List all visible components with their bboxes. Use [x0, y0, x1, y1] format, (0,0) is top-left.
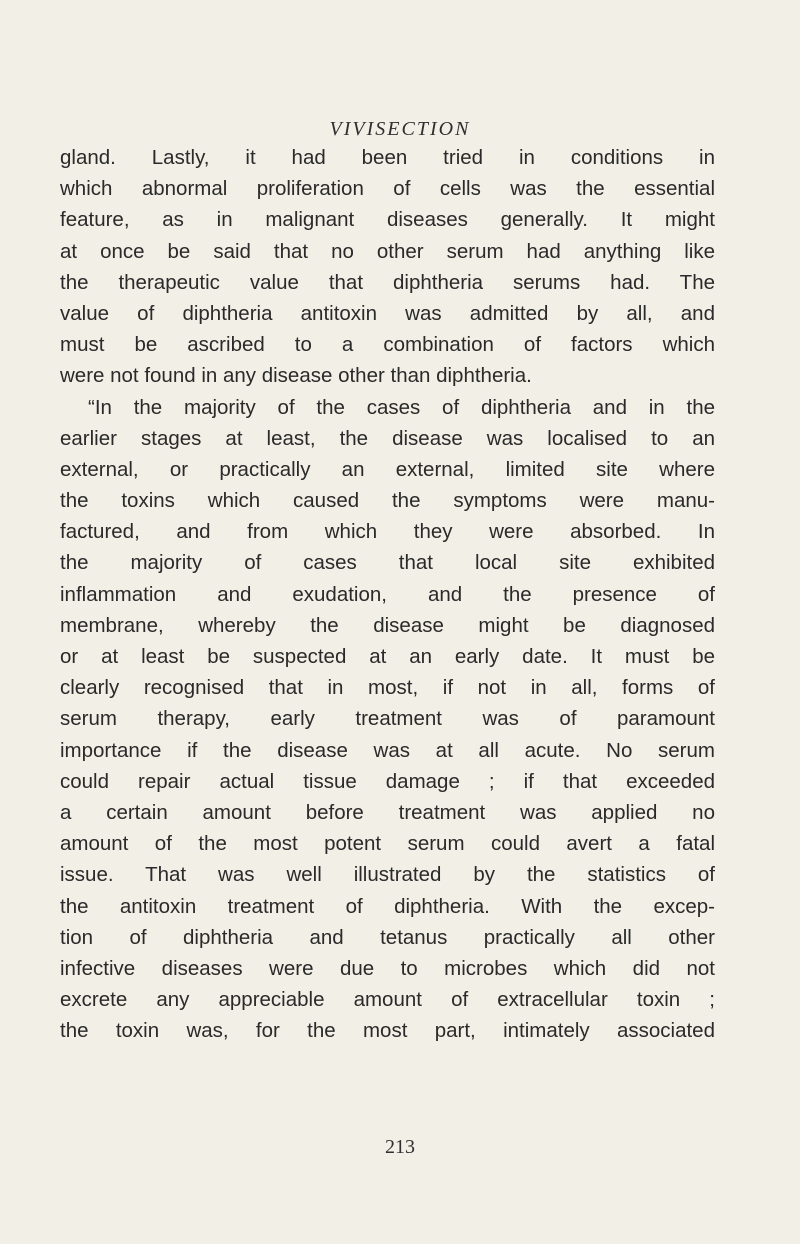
- text-line: issue. That was well illustrated by the statistics of: [60, 863, 715, 887]
- text-line: the antitoxin treatment of diphtheria. With the excep-: [60, 894, 715, 918]
- text-line: inflammation and exudation, and the presence of: [60, 582, 715, 606]
- running-head: VIVISECTION: [329, 118, 471, 140]
- text-line: membrane, whereby the disease might be diagnosed: [60, 613, 715, 637]
- text-line: gland. Lastly, it had been tried in conditions in: [60, 146, 715, 169]
- text-line: clearly recognised that in most, if not in all, forms of: [60, 676, 715, 700]
- text-line: could repair actual tissue damage ; if that exceeded: [60, 769, 715, 793]
- body-text: [60, 142, 715, 1046]
- text-line: factured, and from which they were absorbed. In: [60, 520, 715, 544]
- text-line: or at least be suspected at an early date. It must be: [60, 645, 715, 668]
- text-line: “In the majority of the cases of diphtheria and in the: [88, 395, 715, 419]
- text-line: value of diphtheria antitoxin was admitted by all, and: [60, 301, 715, 325]
- text-line: serum therapy, early treatment was of paramount: [60, 707, 715, 731]
- text-line: earlier stages at least, the disease was localised to an: [60, 426, 715, 450]
- text-line: which abnormal proliferation of cells was the essential: [60, 177, 715, 201]
- text-line: tion of diphtheria and tetanus practically all other: [60, 925, 715, 949]
- text-line: feature, as in malignant diseases generally. It might: [60, 208, 715, 232]
- text-line: infective diseases were due to microbes which did not: [60, 956, 715, 980]
- page-number: 213: [385, 1136, 415, 1158]
- text-line: at once be said that no other serum had anything like: [60, 239, 715, 263]
- text-line: the toxin was, for the most part, intimately associated: [60, 1019, 715, 1043]
- text-line: were not found in any disease other than diphtheria.: [60, 364, 532, 388]
- text-line: the therapeutic value that diphtheria serums had. The: [60, 270, 715, 294]
- text-line: must be ascribed to a combination of factors which: [60, 333, 715, 357]
- text-line: external, or practically an external, limited site where: [60, 457, 715, 481]
- text-line: importance if the disease was at all acute. No serum: [60, 738, 715, 762]
- text-line: excrete any appreciable amount of extracellular toxin ;: [60, 988, 715, 1012]
- text-line: the toxins which caused the symptoms were manu-: [60, 489, 715, 513]
- text-line: amount of the most potent serum could avert a fatal: [60, 832, 715, 856]
- text-line: a certain amount before treatment was applied no: [60, 800, 715, 824]
- text-line: the majority of cases that local site exhibited: [60, 551, 715, 575]
